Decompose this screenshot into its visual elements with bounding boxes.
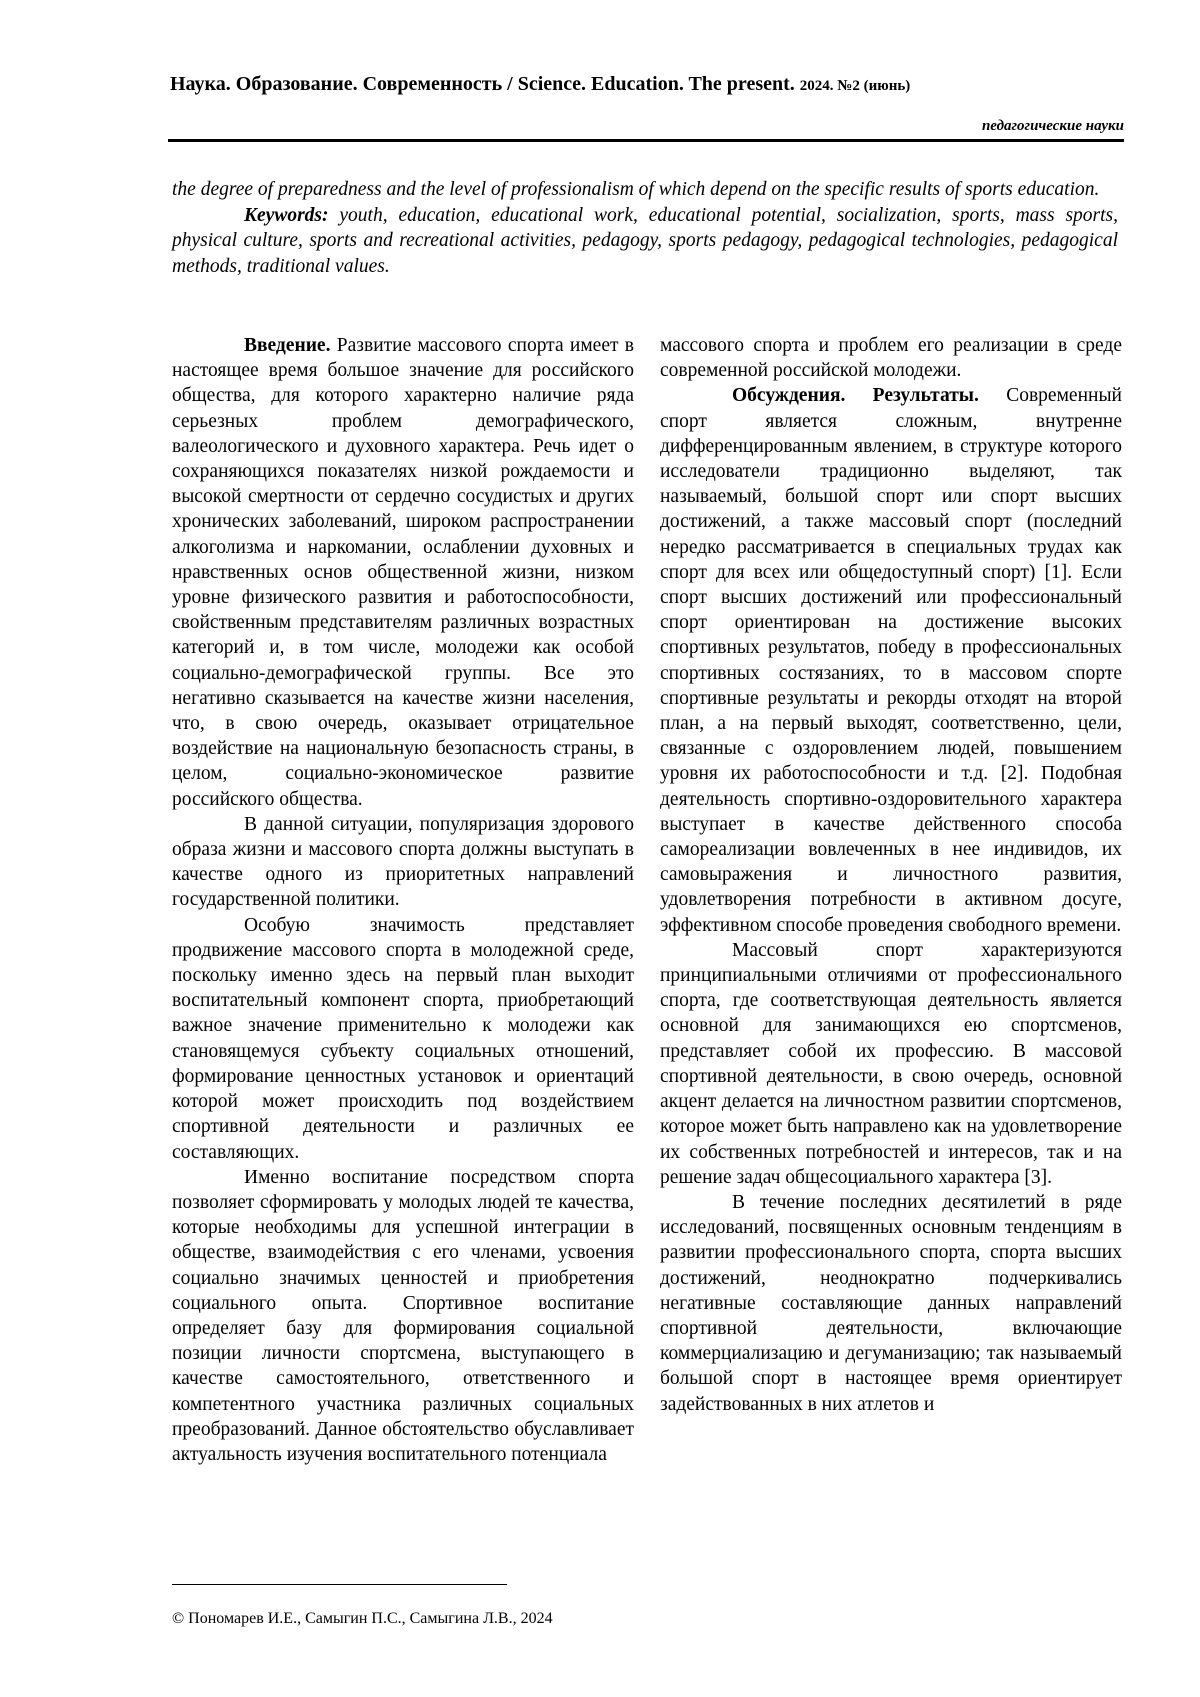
- section-label: педагогические науки: [981, 118, 1124, 134]
- intro-heading: Введение.: [244, 335, 331, 356]
- copyright-notice: © Пономарев И.Е., Самыгин П.С., Самыгина Л.В., 2024: [172, 1610, 553, 1627]
- paragraph: В течение последних десятилетий в ряде исследований, посвященных основным тенденциям в развитии профессионального спорта, спорта высших достижений, неоднократно подчеркивались негативные составляющие данных направлений спортивной деятельности, включающие коммерциализацию и дегуманизацию; так называемый большой спорт в настоящее время ориентирует задействованных в них атлетов и: [660, 1191, 1122, 1415]
- left-column: [172, 333, 634, 1467]
- journal-issue: 2024. №2 (июнь): [799, 78, 911, 94]
- paragraph: Массовый спорт характеризуются принципиальными отличиями от профессионального спорта, где соответствующая деятельность является основной для занимающихся ею спортсменов, представляет собой их профессию. В массовой спортивной деятельности, в свою очередь, основной акцент делается на личностном развитии спортсменов, которое может быть направлено как на удовлетворение их собственных потребностей и интересов, так и на решение задач общесоциального характера [3].: [660, 939, 1122, 1188]
- continued-paragraph: массового спорта и проблем его реализации в среде современной российской молодежи.: [660, 335, 1122, 382]
- intro-paragraph: [172, 333, 634, 812]
- paragraph: Особую значимость представляет продвижение массового спорта в молодежной среде, поскольку именно здесь на первый план выходит воспитательный компонент спорта, приобретающий важное значение применительно к молодежи как становящемуся субъекту социальных отношений, формирование ценностных установок и ориентаций которой может происходить под воздействием спортивной деятельности и различных ее составляющих.: [172, 914, 634, 1163]
- footnote-divider: [172, 1584, 507, 1585]
- right-column: [660, 333, 1122, 1417]
- keywords-text: youth, education, educational work, educational potential, socialization, sports, mass sports, physical culture, sports and recreational activities, pedagogy, sports pedagogy, pedagogical technologies, pedagogical methods, traditional values.: [172, 204, 1119, 277]
- keywords: [172, 203, 1118, 280]
- keywords-label: Keywords:: [244, 204, 329, 226]
- discussion-text: Современный спорт является сложным, внутренне дифференцированным явлением, в структуре которого исследователи традиционно выделяют, так называемый, большой спорт или спорт высших достижений, а также массовый спорт (последний нередко рассматривается в специальных трудах как спорт для всех или общедоступный спорт) [1]. Если спорт высших достижений или профессиональный спорт ориентирован на достижение высоких спортивных результатов, победу в профессиональных спортивных состязаниях, то в массовом спорте спортивные результаты и рекорды отходят на второй план, а на первый выходят, соответственно, цели, связанные с оздоровлением людей, повышением уровня их работоспособности и т.д. [2]. Подобная деятельность спортивно-оздоровительного характера выступает в качестве действенного способа самореализации вовлеченных в нее индивидов, их самовыражения и личностного развития, удовлетворения потребности в активном досуге, эффективном способе проведения свободного времени.: [660, 385, 1122, 936]
- discussion-heading: Обсуждения. Результаты.: [732, 385, 979, 407]
- paragraph: Именно воспитание посредством спорта позволяет сформировать у молодых людей те качества, которые необходимы для успешной интеграции в обществе, взаимодействия с его членами, усвоения социально значимых ценностей и приобретения социального опыта. Спортивное воспитание определяет базу для формирования социальной позиции личности спортсмена, выступающего в качестве самостоятельного, ответственного и компетентного участника различных социальных преобразований. Данное обстоятельство обуславливает актуальность изучения воспитательного потенциала: [172, 1166, 634, 1465]
- paragraph: В данной ситуации, популяризация здорового образа жизни и массового спорта должны выступать в качестве одного из приоритетных направлений государственной политики.: [172, 813, 634, 911]
- journal-title: Наука. Образование. Современность / Science. Education. The present.: [170, 73, 795, 95]
- abstract: [172, 177, 1118, 279]
- journal-header: [170, 73, 1100, 96]
- header-divider: [168, 139, 1124, 142]
- intro-text: Развитие массового спорта имеет в настоящее время большое значение для российского общества, для которого характерно наличие ряда серьезных проблем демографического, валеологического и духовного характера. Речь идет о сохраняющихся показателях низкой рождаемости и высокой смертности от сердечно сосудистых и других хронических заболеваний, широком распространении алкоголизма и наркомании, ослаблении духовных и нравственных основ общественной жизни, низком уровне физического развития и работоспособности, свойственным представителям различных возрастных категорий и, в том числе, молодежи как особой социально-демографической группы. Все это негативно сказывается на качестве жизни населения, что, в свою очередь, оказывает отрицательное воздействие на национальную безопасность страны, в целом, социально-экономическое развитие российского общества.: [172, 335, 635, 810]
- abstract-end-text: the degree of preparedness and the level of professionalism of which depend on the specific results of sports education.: [172, 179, 1100, 200]
- discussion-paragraph: [660, 383, 1122, 937]
